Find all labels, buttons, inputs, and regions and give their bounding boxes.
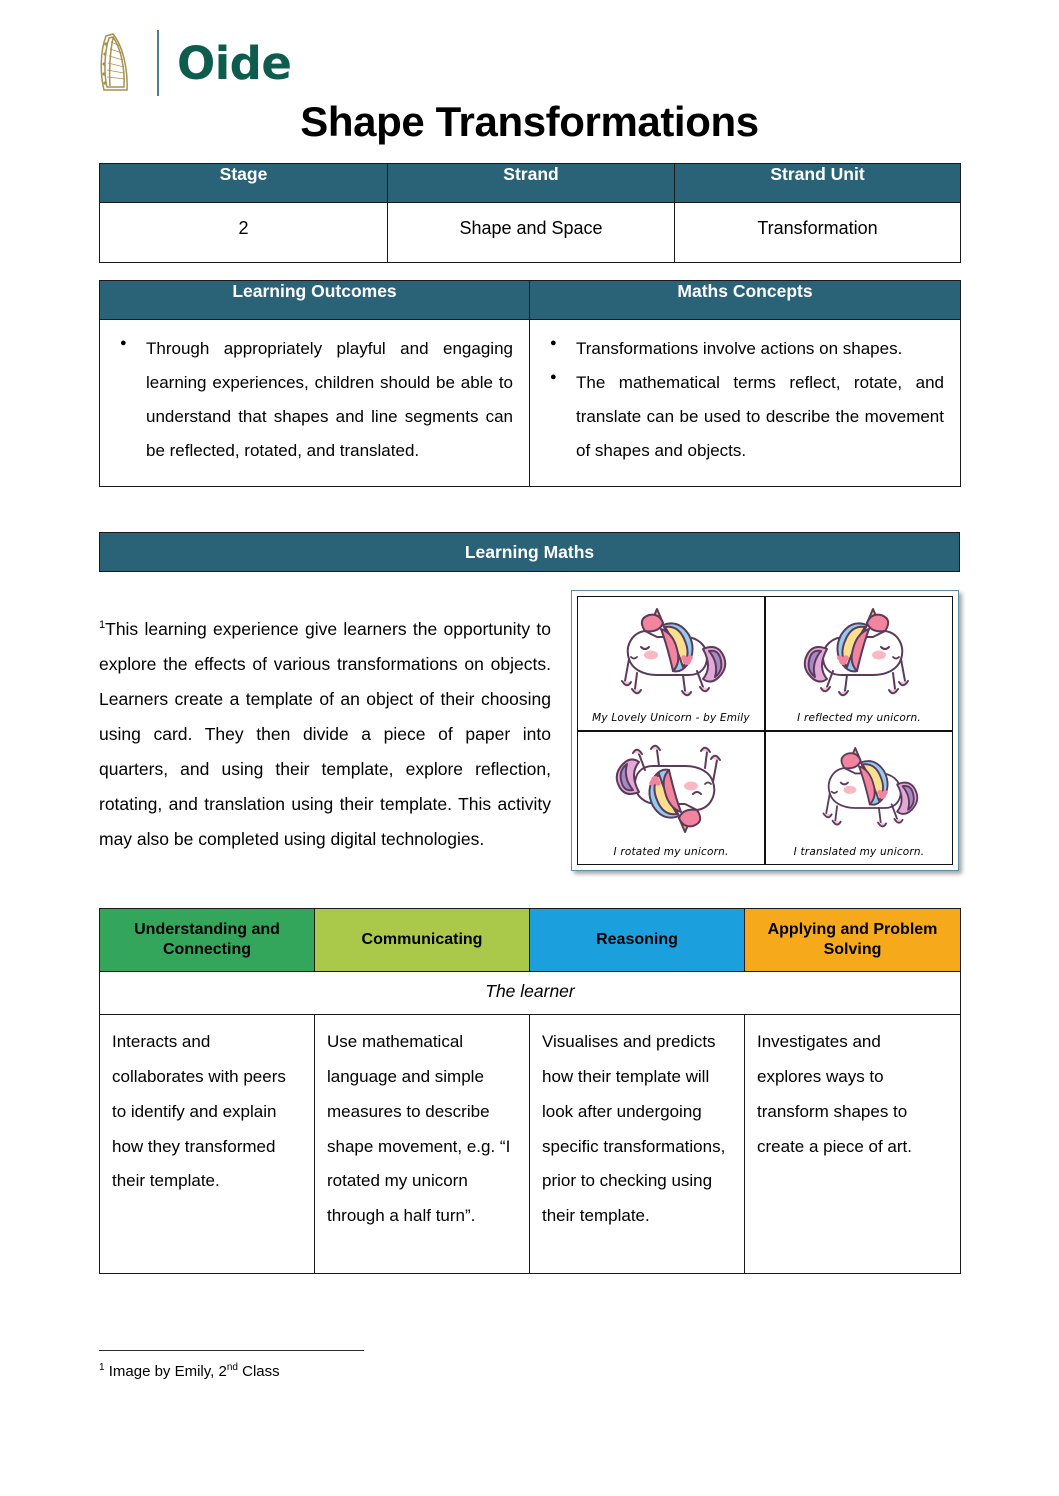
unicorn-caption-translated: I translated my unicorn. bbox=[793, 846, 925, 858]
unicorn-grid bbox=[577, 596, 953, 865]
unicorn-caption-reflected: I reflected my unicorn. bbox=[797, 711, 921, 724]
footnote-text: Image by Emily, 2 bbox=[104, 1363, 227, 1380]
table-row-header bbox=[100, 164, 961, 203]
table-row-header bbox=[100, 909, 961, 972]
maths-concepts-list bbox=[540, 332, 944, 468]
col-header-reasoning: Reasoning bbox=[530, 909, 745, 972]
col-header-understanding-and-connecting: Understanding and Connecting bbox=[100, 909, 315, 972]
unicorn-caption-rotated: I rotated my unicorn. bbox=[613, 846, 729, 858]
cell-reasoning: Visualises and predicts how their template will look after undergoing specific transformations, prior to checking using their template. bbox=[530, 1015, 745, 1274]
unicorn-icon bbox=[793, 605, 925, 701]
intro-paragraph-text: This learning experience give learners the opportunity to explore the effects of various transformations on objects. Learners create a template of an object of their choosing using card. They then divide a piece of paper into quarters, and using their template, explore reflection, rotating, and translation using their template. This activity may also be completed using digital technologies. bbox=[99, 619, 551, 849]
footnote-marker: 1 bbox=[99, 1362, 105, 1373]
list-item: ● Through appropriately playful and engaging learning experiences, children should be able to understand that shapes and line segments can be reflected, rotated, and translated. bbox=[146, 332, 513, 468]
unicorn-art-rotated bbox=[578, 732, 764, 845]
stage-strand-table bbox=[99, 163, 961, 263]
table-row bbox=[100, 1015, 961, 1274]
logo-divider bbox=[157, 30, 159, 96]
cell-stage-value: 2 bbox=[100, 203, 388, 263]
subheader-the-learner: The learner bbox=[100, 972, 961, 1015]
unicorn-art-translated bbox=[766, 732, 952, 845]
cell-learning-outcomes bbox=[100, 320, 530, 487]
table-row bbox=[100, 320, 961, 487]
page-title: Shape Transformations bbox=[300, 98, 759, 145]
unicorn-figure bbox=[571, 590, 959, 871]
col-header-stage: Stage bbox=[100, 164, 388, 203]
unicorn-panel-original bbox=[577, 596, 765, 731]
unicorn-caption-original: My Lovely Unicorn - by Emily bbox=[592, 711, 750, 724]
maths-elements-table bbox=[99, 908, 961, 1274]
harp-icon bbox=[97, 30, 143, 96]
footnote bbox=[99, 1362, 280, 1380]
col-header-maths-concepts: Maths Concepts bbox=[530, 281, 961, 320]
table-row-header bbox=[100, 281, 961, 320]
footnote-tail: Class bbox=[237, 1363, 280, 1380]
cell-strand-value: Shape and Space bbox=[388, 203, 675, 263]
intro-paragraph bbox=[99, 612, 551, 857]
unicorn-panel-reflected bbox=[765, 596, 953, 731]
list-item: ● Transformations involve actions on shapes. bbox=[576, 332, 944, 366]
learning-outcomes-list bbox=[110, 332, 513, 468]
cell-maths-concepts bbox=[530, 320, 961, 487]
col-header-learning-outcomes: Learning Outcomes bbox=[100, 281, 530, 320]
unicorn-panel-translated bbox=[765, 731, 953, 866]
col-header-communicating: Communicating bbox=[315, 909, 530, 972]
unicorn-icon bbox=[808, 744, 928, 832]
footnote-ref: 1 bbox=[99, 619, 106, 632]
cell-communicating: Use mathematical language and simple measures to describe shape movement, e.g. “I rotated my unicorn through a half turn”. bbox=[315, 1015, 530, 1274]
footnote-separator bbox=[99, 1350, 364, 1351]
col-header-applying-and-problem-solving: Applying and Problem Solving bbox=[745, 909, 961, 972]
list-item: ● The mathematical terms reflect, rotate, and translate can be used to describe the movement of shapes and objects. bbox=[576, 366, 944, 468]
logo-wordmark: Oide bbox=[177, 36, 292, 90]
cell-understanding-and-connecting: Interacts and collaborates with peers to identify and explain how they transformed their template. bbox=[100, 1015, 315, 1274]
unicorn-art-reflected bbox=[766, 597, 952, 710]
unicorn-icon bbox=[605, 605, 737, 701]
table-row-subheader bbox=[100, 972, 961, 1015]
oide-logo bbox=[97, 27, 291, 99]
unicorn-panel-rotated bbox=[577, 731, 765, 866]
table-row bbox=[100, 203, 961, 263]
section-banner-learning-maths: Learning Maths bbox=[99, 532, 960, 572]
unicorn-icon bbox=[605, 740, 737, 836]
cell-applying-and-problem-solving: Investigates and explores ways to transform shapes to create a piece of art. bbox=[745, 1015, 961, 1274]
col-header-strand-unit: Strand Unit bbox=[675, 164, 961, 203]
col-header-strand: Strand bbox=[388, 164, 675, 203]
cell-strand-unit-value: Transformation bbox=[675, 203, 961, 263]
footnote-ordinal: nd bbox=[226, 1362, 238, 1373]
outcomes-concepts-table bbox=[99, 280, 961, 487]
unicorn-art-original bbox=[578, 597, 764, 710]
